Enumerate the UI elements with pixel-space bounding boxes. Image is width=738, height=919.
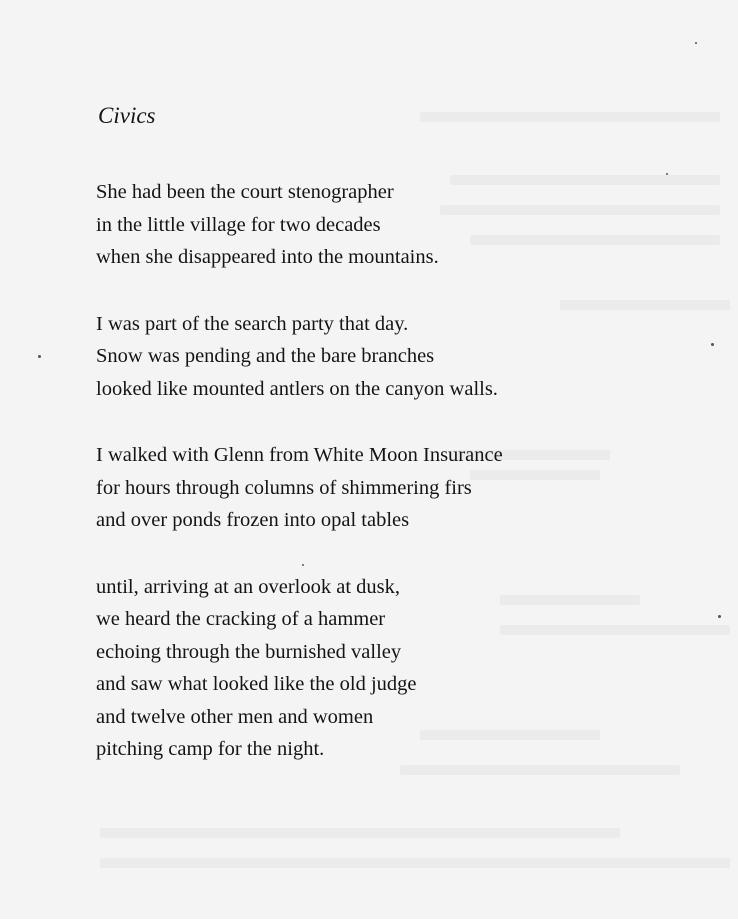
poem-line: I was part of the search party that day. [96,312,409,335]
dust-speck [711,343,714,346]
poem-line: I walked with Glenn from White Moon Insurance [96,444,503,466]
poem-line: echoing through the burnished valley [96,640,402,663]
bleed-through-mark [100,858,730,868]
poem-line: Snow was pending and the bare branches [96,345,435,367]
poem-line: when she disappeared into the mountains. [96,246,439,268]
poem-line: pitching camp for the night. [96,738,325,760]
stanza-4 [96,571,696,766]
stanza-2 [96,308,696,406]
poem-line: and saw what looked like the old judge [96,673,417,695]
poem-line: and twelve other men and women [96,705,374,728]
stanza-3 [96,439,696,537]
stanza-1 [96,176,696,274]
poem-title: Civics [98,103,156,128]
poem [96,100,696,800]
poem-line: we heard the cracking of a hammer [96,608,386,630]
poem-line: for hours through columns of shimmering firs [96,476,472,499]
poem-line: looked like mounted antlers on the canyon walls. [96,377,498,400]
dust-speck [718,615,721,618]
bleed-through-mark [100,828,620,838]
dust-speck [38,355,41,358]
poem-line: and over ponds frozen into opal tables [96,509,410,531]
poem-line: She had been the court stenographer [96,181,394,203]
poem-line: in the little village for two decades [96,213,381,236]
poem-line: until, arriving at an overlook at dusk, [96,575,401,598]
dust-speck [695,42,697,44]
